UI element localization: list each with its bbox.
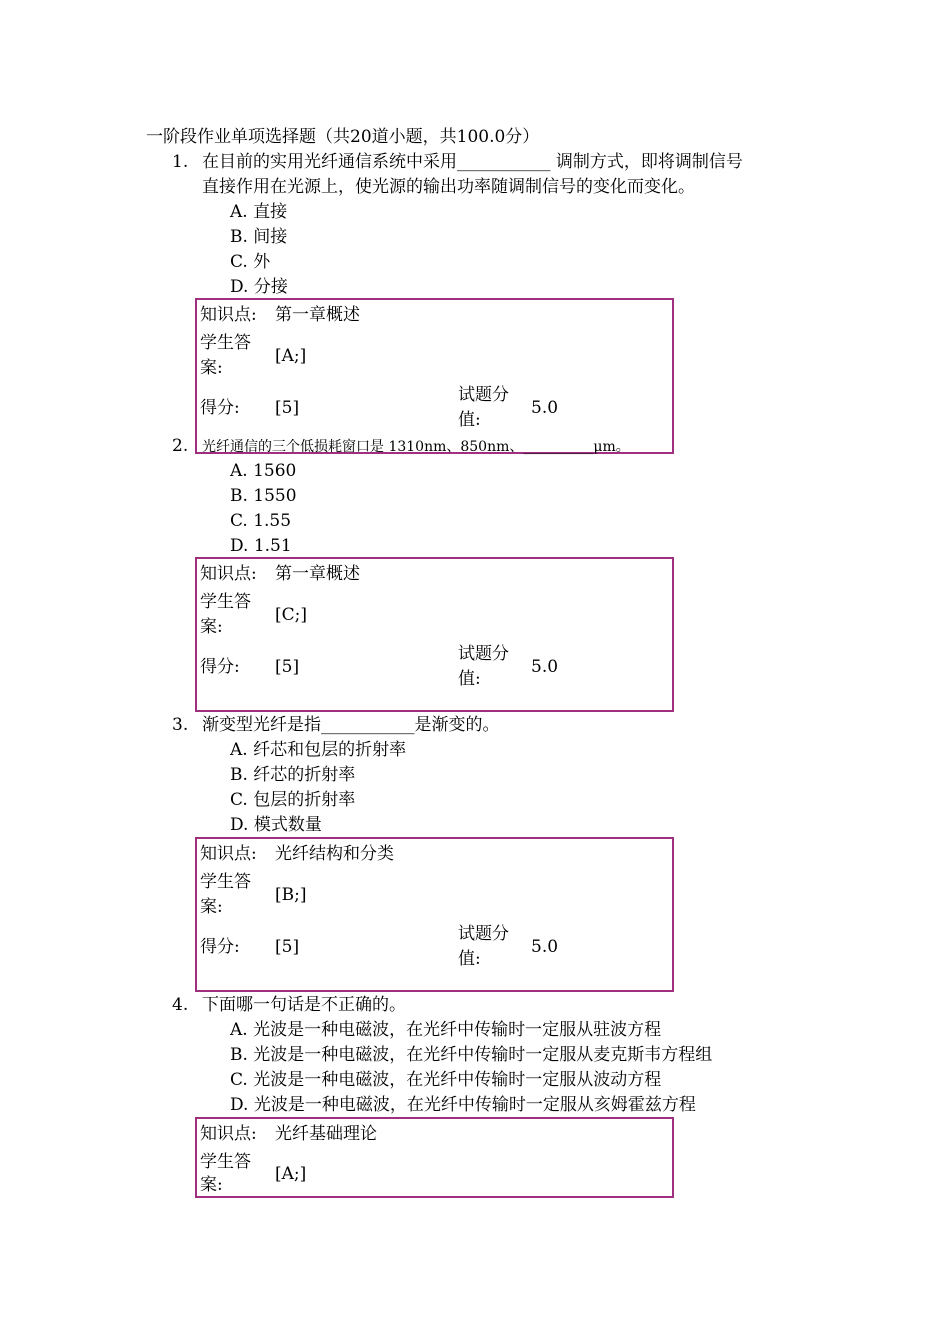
option-b: B. 间接 <box>230 227 288 247</box>
info-box <box>195 298 674 454</box>
option-a: A. 纤芯和包层的折射率 <box>230 740 407 760</box>
knowledge-label: 知识点: <box>200 305 257 325</box>
option-c: C. 光波是一种电磁波，在光纤中传输时一定服从波动方程 <box>230 1070 662 1090</box>
knowledge-value: 第一章概述 <box>275 305 360 325</box>
score-label: 得分: <box>200 657 240 677</box>
option-d: D. 模式数量 <box>230 815 322 835</box>
option-a: A. 1560 <box>230 461 297 481</box>
student-answer-value: [A;] <box>275 1164 307 1184</box>
item-value-label: 试题分 <box>458 924 509 944</box>
student-answer-value: [A;] <box>275 346 307 366</box>
page-header: 一阶段作业单项选择题（共20道小题，共100.0分） <box>146 127 540 147</box>
question-number: 1. <box>172 152 189 172</box>
option-a: A. 光波是一种电磁波，在光纤中传输时一定服从驻波方程 <box>230 1020 662 1040</box>
student-answer-label: 学生答 <box>200 592 251 612</box>
student-answer-label-cont: 案: <box>200 1175 223 1195</box>
info-box <box>195 837 674 992</box>
option-b: B. 1550 <box>230 486 297 506</box>
item-value-label: 试题分 <box>458 385 509 405</box>
student-answer-value: [C;] <box>275 605 307 625</box>
item-value: 5.0 <box>531 657 559 677</box>
student-answer-label-cont: 案: <box>200 897 223 917</box>
score-label: 得分: <box>200 937 240 957</box>
question-stem: 光纤通信的三个低损耗窗口是 1310nm、850nm、__________μm。 <box>202 439 630 455</box>
question-stem: 在目前的实用光纤通信系统中采用___________ 调制方式，即将调制信号 <box>202 152 743 172</box>
option-b: B. 纤芯的折射率 <box>230 765 356 785</box>
student-answer-value: [B;] <box>275 885 307 905</box>
question-stem-cont: 直接作用在光源上，使光源的输出功率随调制信号的变化而变化。 <box>202 177 695 197</box>
option-d: D. 光波是一种电磁波，在光纤中传输时一定服从亥姆霍兹方程 <box>230 1095 696 1115</box>
knowledge-label: 知识点: <box>200 564 257 584</box>
score-value: [5] <box>275 398 300 418</box>
item-value: 5.0 <box>531 937 559 957</box>
question-stem: 渐变型光纤是指___________是渐变的。 <box>202 715 500 735</box>
item-value: 5.0 <box>531 398 559 418</box>
option-a: A. 直接 <box>230 202 288 222</box>
student-answer-label-cont: 案: <box>200 617 223 637</box>
student-answer-label: 学生答 <box>200 872 251 892</box>
item-value-label-cont: 值: <box>458 949 481 969</box>
score-value: [5] <box>275 937 300 957</box>
question-number: 4. <box>172 995 189 1015</box>
knowledge-value: 光纤结构和分类 <box>275 844 394 864</box>
option-d: D. 1.51 <box>230 536 292 556</box>
item-value-label-cont: 值: <box>458 410 481 430</box>
question-number: 2. <box>172 436 189 456</box>
score-label: 得分: <box>200 398 240 418</box>
knowledge-value: 光纤基础理论 <box>275 1124 377 1144</box>
option-b: B. 光波是一种电磁波，在光纤中传输时一定服从麦克斯韦方程组 <box>230 1045 713 1065</box>
info-box <box>195 1117 674 1198</box>
option-c: C. 外 <box>230 252 271 272</box>
score-value: [5] <box>275 657 300 677</box>
option-c: C. 包层的折射率 <box>230 790 356 810</box>
knowledge-label: 知识点: <box>200 1124 257 1144</box>
knowledge-label: 知识点: <box>200 844 257 864</box>
student-answer-label-cont: 案: <box>200 358 223 378</box>
item-value-label-cont: 值: <box>458 669 481 689</box>
student-answer-label: 学生答 <box>200 1152 251 1172</box>
student-answer-label: 学生答 <box>200 333 251 353</box>
option-d: D. 分接 <box>230 277 288 297</box>
question-number: 3. <box>172 715 189 735</box>
knowledge-value: 第一章概述 <box>275 564 360 584</box>
option-c: C. 1.55 <box>230 511 292 531</box>
question-stem: 下面哪一句话是不正确的。 <box>202 995 406 1015</box>
info-box <box>195 557 674 712</box>
item-value-label: 试题分 <box>458 644 509 664</box>
